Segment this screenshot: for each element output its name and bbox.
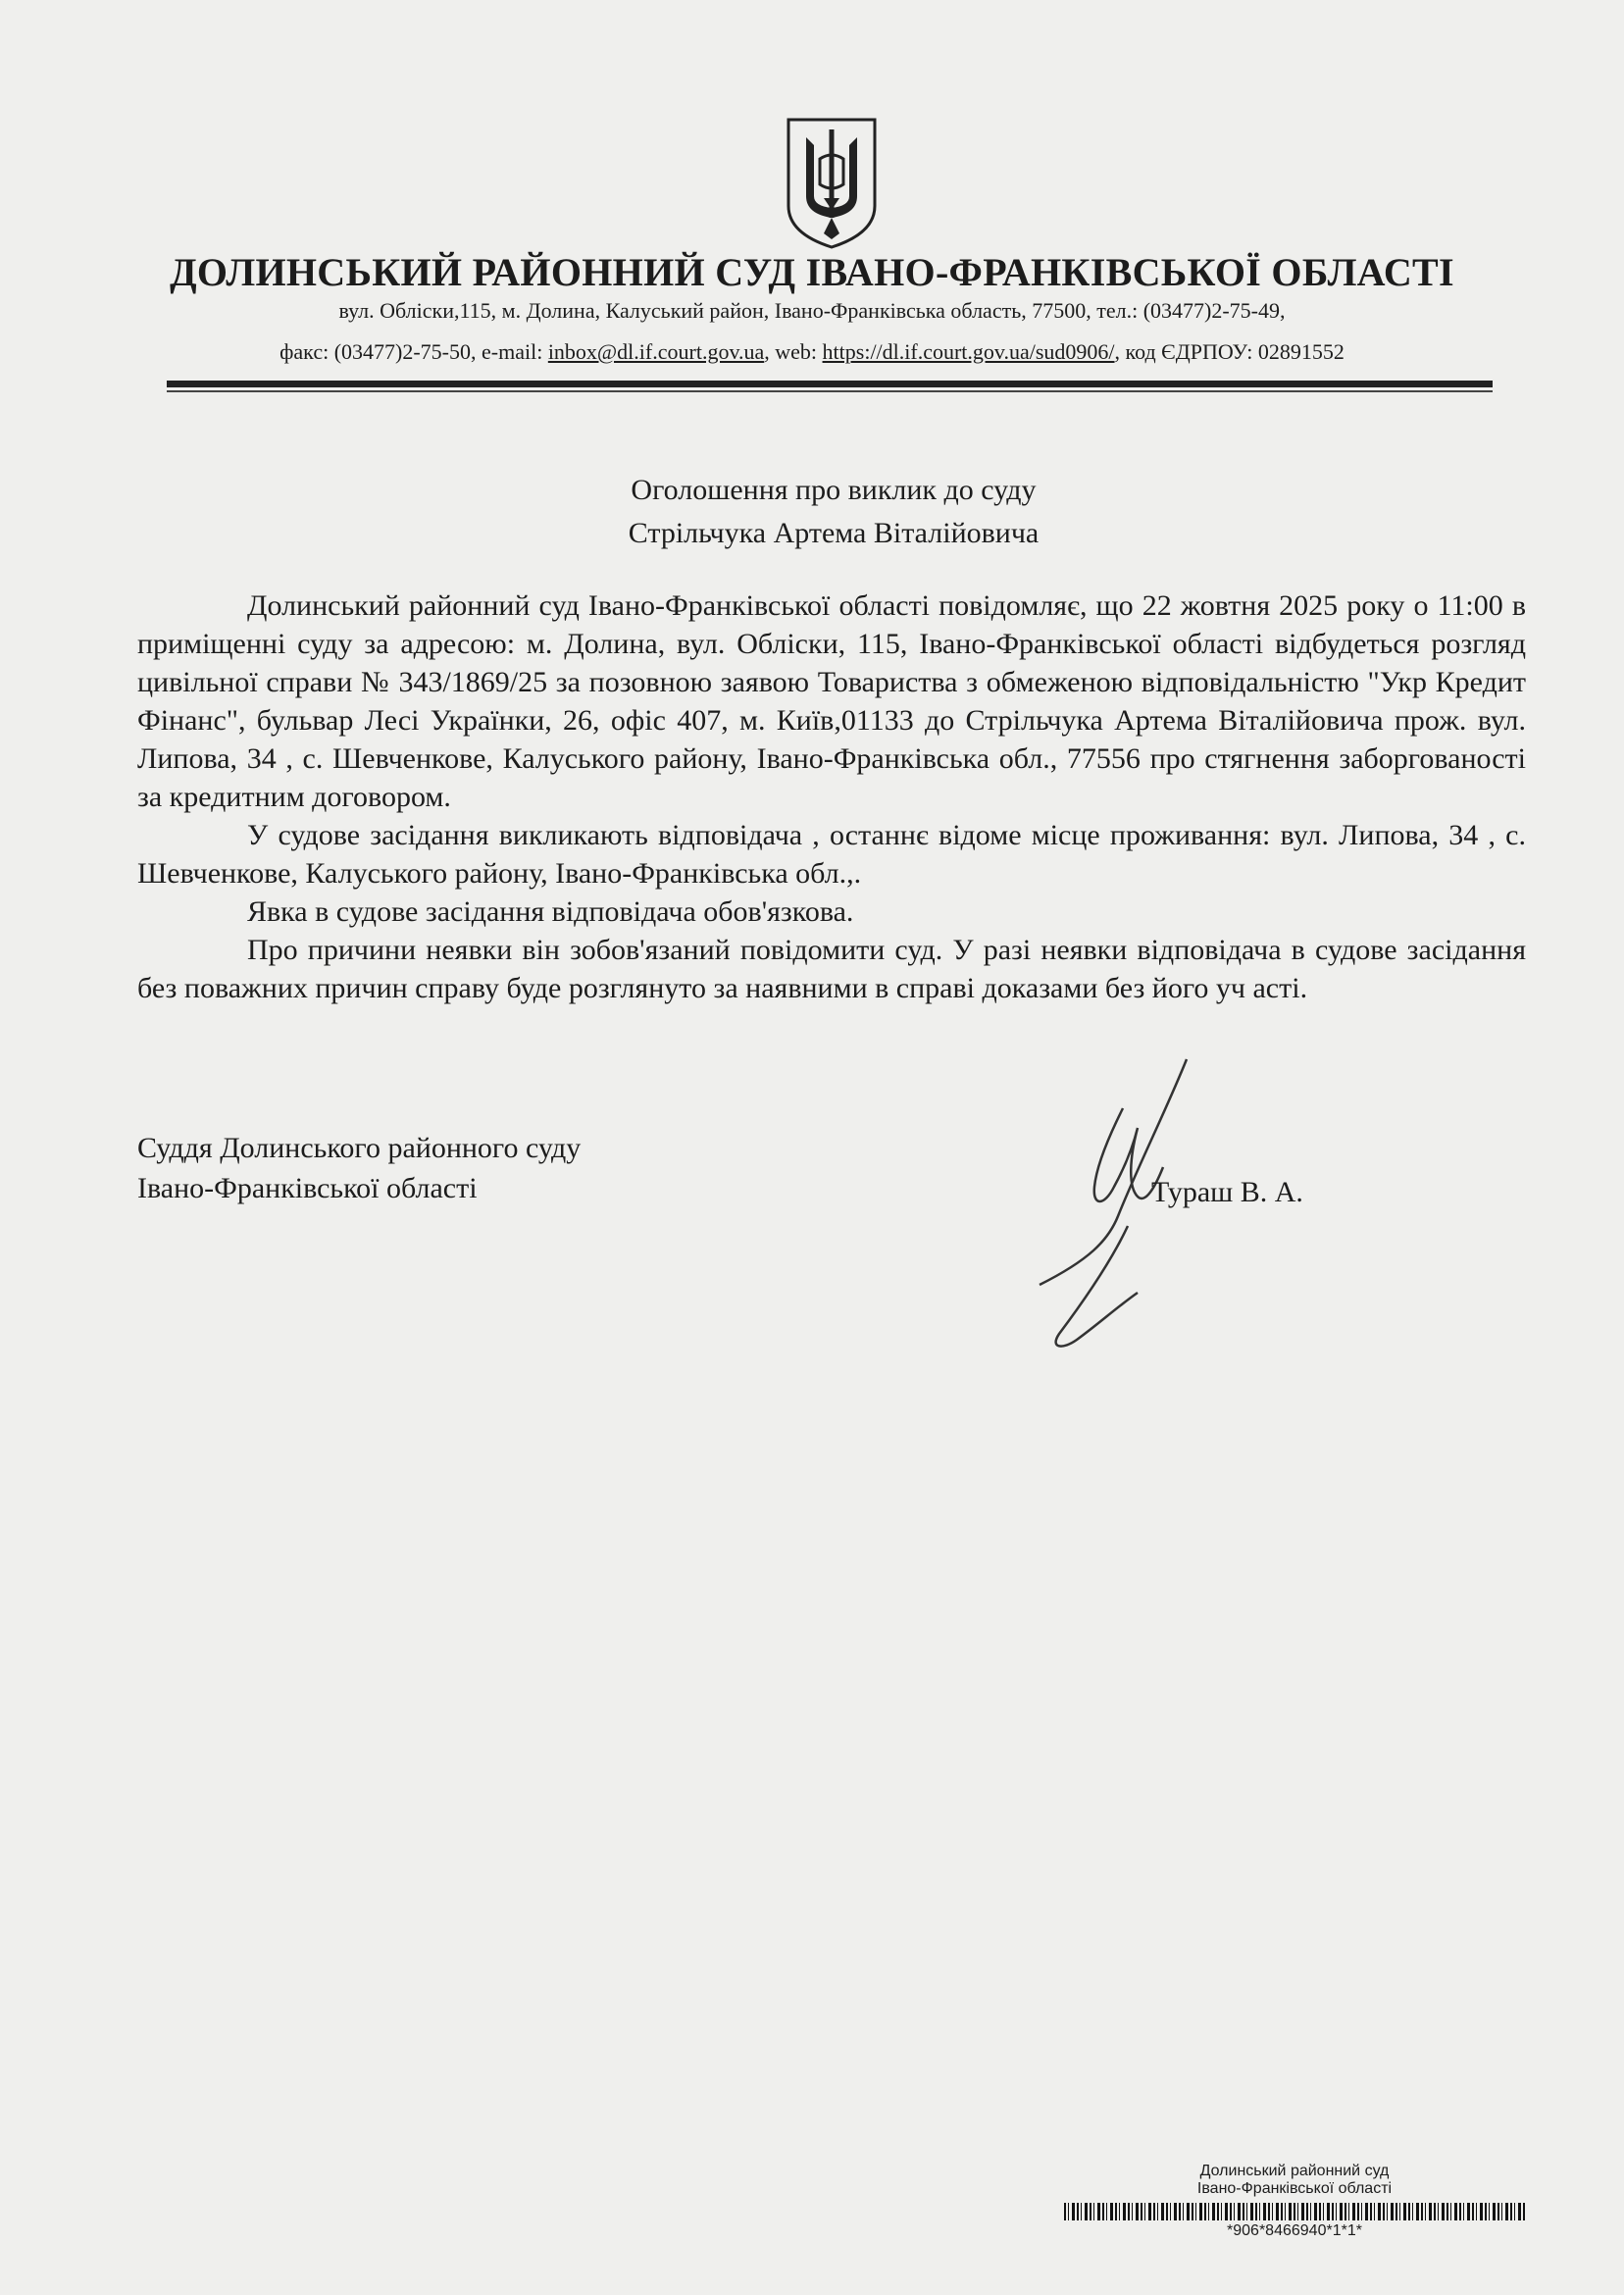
registration-stamp [1064, 2163, 1525, 2198]
paragraph-hearing-details: Долинський районний суд Івано-Франківської області повідомляє, що 22 жовтня 2025 року о 11:00 в приміщенні суду за адресою: м. Долина, вул. Обліски, 115, Івано-Франківської області відбудеться розгляд цивільної справи № 343/1869/25 за позовною заявою Товариства з обмеженою відповідальністю "Укр Кредит Фінанс", бульвар Лесі Українки, 26, офіс 407, м. Київ,01133 до Стрільчука Артема Віталійовича прож. вул. Липова, 34 , с. Шевченкове, Калуського району, Івано-Франківська обл., 77556 про стягнення заборгованості за кредитним договором. [137, 589, 1526, 813]
judge-title-line-2: Івано-Франківської області [137, 1172, 478, 1204]
barcode-icon [1064, 2203, 1525, 2220]
notice-title-line-1: Оголошення про виклик до суду [631, 474, 1037, 506]
notice-body [137, 586, 1526, 1007]
notice-title-line-2: Стрільчука Артема Віталійовича [628, 517, 1040, 549]
edrpou-code: , код ЄДРПОУ: 02891552 [1114, 339, 1345, 364]
judge-title-line-1: Суддя Долинського районного суду [137, 1132, 582, 1164]
header-divider-thick [167, 381, 1493, 387]
barcode-number: *906*8466940*1*1* [1227, 2222, 1362, 2239]
judge-title [137, 1128, 581, 1208]
court-name-heading: ДОЛИНСЬКИЙ РАЙОННИЙ СУД ІВАНО-ФРАНКІВСЬКОЇ ОБЛАСТІ [170, 250, 1454, 294]
trident-coat-of-arms-icon [785, 116, 879, 251]
paragraph-consequences: Про причини неявки він зобов'язаний повідомити суд. У разі неявки відповідача в судове засідання без поважних причин справу буде розглянуто за наявними в справі доказами без його уч асті. [137, 934, 1526, 1004]
court-address: вул. Обліски,115, м. Долина, Калуський район, Івано-Франківська область, 77500, тел.: (03477)2-75-49, [338, 298, 1286, 323]
header-divider-thin [167, 390, 1493, 392]
email-link[interactable]: inbox@dl.if.court.gov.ua [547, 339, 765, 364]
stamp-line-1: Долинський районний суд [1199, 2163, 1390, 2179]
court-contacts [137, 339, 1487, 365]
website-link[interactable]: https://dl.if.court.gov.ua/sud0906/ [822, 339, 1115, 364]
paragraph-mandatory-attendance: Явка в судове засідання відповідача обов'язкова. [247, 895, 854, 928]
judge-name: Тураш В. А. [1151, 1176, 1303, 1208]
notice-title [294, 469, 1373, 555]
paragraph-summons: У судове засідання викликають відповідача , останнє відоме місце проживання: вул. Липова, 34 , с. Шевченкове, Калуського району, Івано-Франківська обл.,. [137, 819, 1526, 890]
web-label: , web: [764, 339, 823, 364]
stamp-line-2: Івано-Франківської області [1196, 2180, 1393, 2197]
fax-label: факс: (03477)2-75-50, e-mail: [279, 339, 548, 364]
